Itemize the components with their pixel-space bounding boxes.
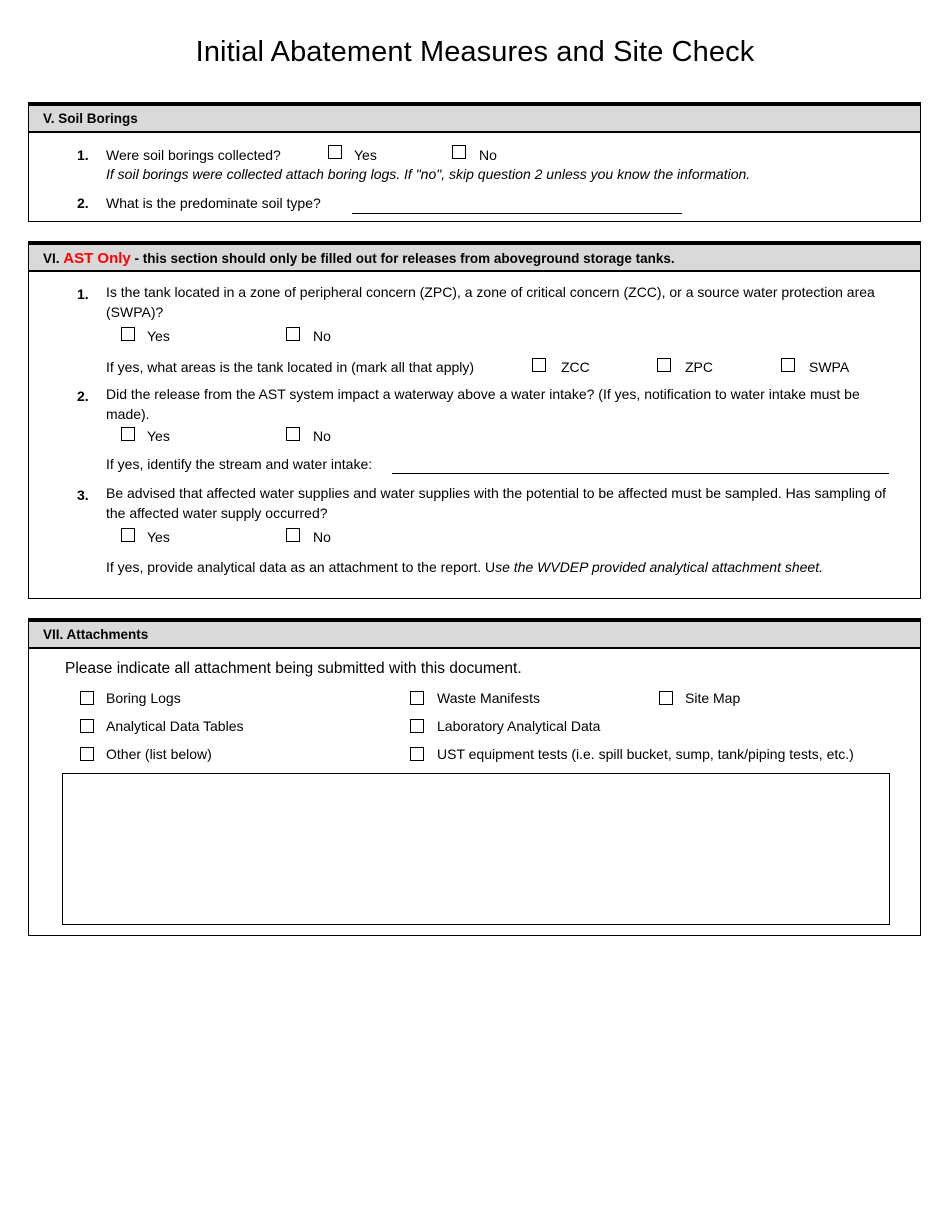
soil-borings-no-checkbox[interactable]	[452, 145, 466, 159]
other-label: Other (list below)	[106, 746, 212, 762]
followup-normal: If yes, provide analytical data as an attachment to the report. U	[106, 559, 496, 575]
waste-manifests-checkbox[interactable]	[410, 691, 424, 705]
swpa-checkbox[interactable]	[781, 358, 795, 372]
zpc-checkbox[interactable]	[657, 358, 671, 372]
yes-label: Yes	[354, 147, 377, 163]
no-label: No	[313, 328, 331, 344]
lab-analytical-data-checkbox[interactable]	[410, 719, 424, 733]
soil-type-underline	[352, 213, 682, 214]
lab-analytical-data-label: Laboratory Analytical Data	[437, 718, 601, 734]
followup-italic: se the WVDEP provided analytical attachment sheet.	[495, 559, 823, 575]
yes-label: Yes	[147, 529, 170, 545]
site-map-checkbox[interactable]	[659, 691, 673, 705]
boring-logs-label: Boring Logs	[106, 690, 181, 706]
other-checkbox[interactable]	[80, 747, 94, 761]
waste-manifests-label: Waste Manifests	[437, 690, 540, 706]
ast-only-label: AST Only	[63, 250, 131, 267]
no-label: No	[313, 529, 331, 545]
section-ast-only	[28, 241, 921, 599]
no-label: No	[313, 428, 331, 444]
zpc-label: ZPC	[685, 359, 713, 375]
site-map-label: Site Map	[685, 690, 741, 706]
zone-no-checkbox[interactable]	[286, 327, 300, 341]
ust-tests-label: UST equipment tests (i.e. spill bucket, sump, tank/piping tests, etc.)	[437, 746, 854, 762]
stream-intake-underline	[392, 473, 889, 474]
section-attachments	[28, 618, 921, 936]
ust-tests-checkbox[interactable]	[410, 747, 424, 761]
soil-borings-yes-checkbox[interactable]	[328, 145, 342, 159]
instruction-note: If soil borings were collected attach boring logs. If "no", skip question 2 unless you know the information.	[106, 166, 751, 182]
waterway-yes-checkbox[interactable]	[121, 427, 135, 441]
question-text: Is the tank located in a zone of peripheral concern (ZPC), a zone of critical concern (ZCC), or a source water protection area (SWPA)?	[106, 284, 875, 320]
question-text: Did the release from the AST system impact a waterway above a water intake? (If yes, notification to water intake must be made).	[106, 386, 860, 422]
question-number: 2.	[77, 195, 89, 211]
attachments-intro: Please indicate all attachment being submitted with this document.	[65, 660, 522, 677]
boring-logs-checkbox[interactable]	[80, 691, 94, 705]
followup-text: If yes, identify the stream and water intake:	[106, 456, 373, 472]
zcc-label: ZCC	[561, 359, 590, 375]
question-text: Be advised that affected water supplies and water supplies with the potential to be affected must be sampled. Has sampling of the affected water supply occurred?	[106, 485, 887, 521]
question-number: 2.	[77, 388, 89, 404]
sampling-no-checkbox[interactable]	[286, 528, 300, 542]
section-header: VII. Attachments	[29, 619, 920, 649]
swpa-label: SWPA	[809, 359, 850, 375]
analytical-data-tables-label: Analytical Data Tables	[106, 718, 244, 734]
followup-text: If yes, what areas is the tank located in (mark all that apply)	[106, 359, 475, 375]
question-number: 1.	[77, 286, 89, 302]
soil-type-input[interactable]	[352, 193, 682, 213]
header-prefix: VI.	[43, 251, 64, 266]
other-attachments-textarea[interactable]	[62, 773, 890, 925]
sampling-yes-checkbox[interactable]	[121, 528, 135, 542]
zone-yes-checkbox[interactable]	[121, 327, 135, 341]
section-soil-borings	[28, 102, 921, 222]
question-text: What is the predominate soil type?	[106, 195, 321, 211]
analytical-data-tables-checkbox[interactable]	[80, 719, 94, 733]
yes-label: Yes	[147, 428, 170, 444]
page-title: Initial Abatement Measures and Site Check	[195, 36, 755, 68]
stream-intake-input[interactable]	[392, 454, 889, 474]
question-number: 1.	[77, 147, 89, 163]
header-description: - this section should only be filled out for releases from aboveground storage tanks.	[130, 251, 675, 266]
yes-label: Yes	[147, 328, 170, 344]
no-label: No	[479, 147, 497, 163]
section-header	[29, 242, 920, 272]
waterway-no-checkbox[interactable]	[286, 427, 300, 441]
question-number: 3.	[77, 487, 89, 503]
question-text: Were soil borings collected?	[106, 147, 281, 163]
section-header: V. Soil Borings	[29, 103, 920, 133]
followup-text	[106, 557, 823, 577]
zcc-checkbox[interactable]	[532, 358, 546, 372]
